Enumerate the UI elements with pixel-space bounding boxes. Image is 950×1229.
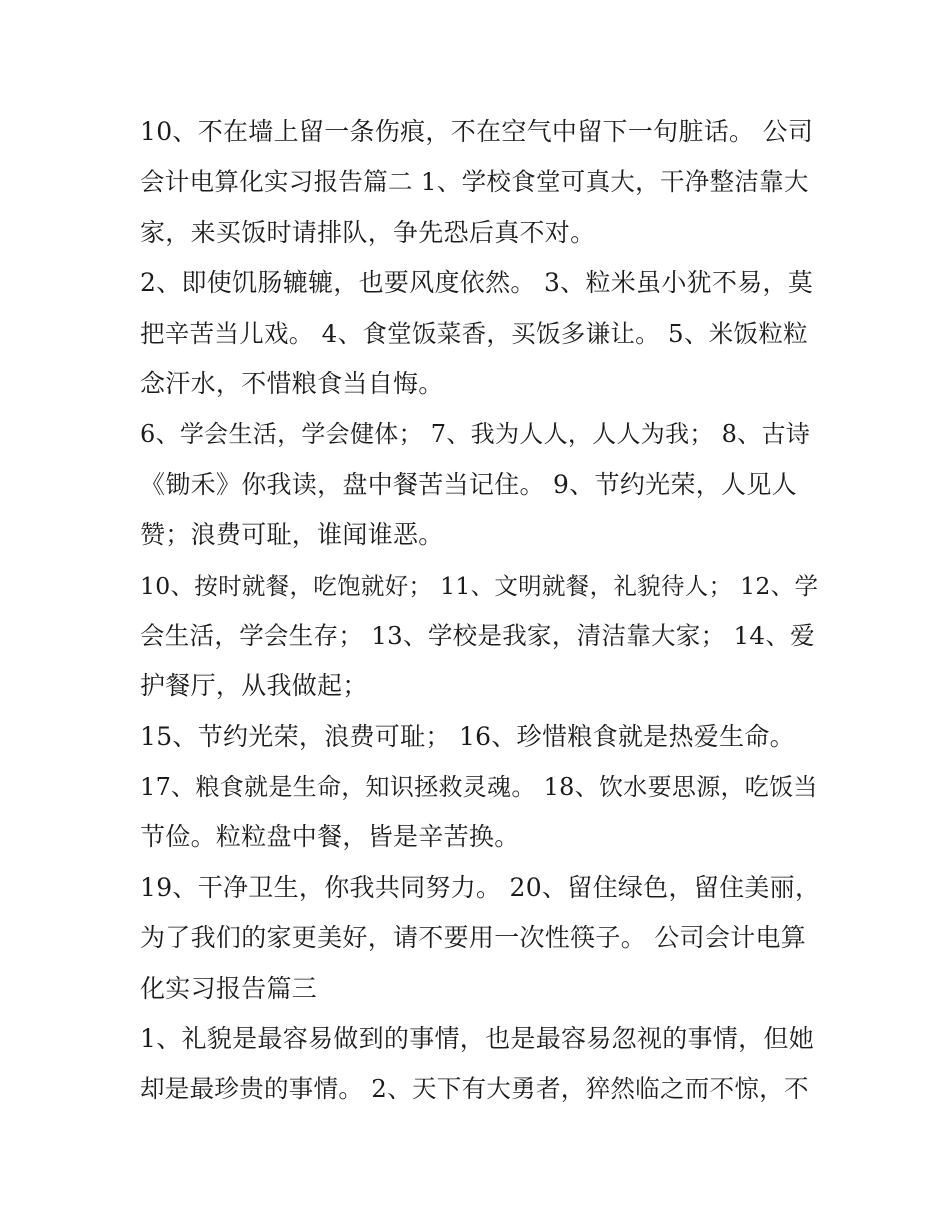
- text-line: 17、粮食就是生命，知识拯救灵魂。 18、饮水要思源，吃饭当: [140, 773, 818, 802]
- text-line: 19、干净卫生，你我共同努力。 20、留住绿色，留住美丽，: [140, 872, 821, 902]
- text-line: 10、按时就餐，吃饱就好； 11、文明就餐，礼貌待人； 12、学: [140, 571, 819, 600]
- text-line: 节俭。粒粒盘中餐，皆是辛苦换。: [140, 822, 520, 852]
- text-line: 化实习报告篇三: [140, 973, 318, 1003]
- text-line: 为了我们的家更美好，请不要用一次性筷子。 公司会计电算: [140, 923, 807, 953]
- text-line: 家，来买饭时请排队，争先恐后真不对。: [140, 217, 596, 247]
- text-line: 赞；浪费可耻，谁闻谁恶。: [140, 520, 444, 550]
- text-line: 会生活，学会生存； 13、学校是我家，清洁靠大家； 14、爱: [140, 620, 815, 650]
- text-line: 10、不在墙上留一条伤痕，不在空气中留下一句脏话。 公司: [140, 117, 814, 146]
- text-line: 1、礼貌是最容易做到的事情，也是最容易忽视的事情，但她: [140, 1024, 815, 1054]
- text-line: 护餐厅，从我做起；: [140, 671, 368, 701]
- text-line: 会计电算化实习报告篇二 1、学校食堂可真大，干净整洁靠大: [140, 167, 809, 197]
- text-line: 却是最珍贵的事情。 2、天下有大勇者，猝然临之而不惊，不: [140, 1074, 809, 1104]
- text-line: 15、节约光荣，浪费可耻； 16、珍惜粮食就是热爱生命。: [140, 721, 795, 751]
- text-line: 《锄禾》你我读，盘中餐苦当记住。 9、节约光荣，人见人: [140, 469, 797, 499]
- text-line: 把辛苦当儿戏。 4、食堂饭菜香，买饭多谦让。 5、米饭粒粒: [140, 318, 808, 348]
- text-line: 念汗水，不惜粮食当自悔。: [140, 368, 444, 398]
- text-line: 2、即使饥肠辘辘，也要风度依然。 3、粒米虽小犹不易，莫: [140, 268, 814, 298]
- document-body: [140, 107, 820, 1115]
- text-line: 6、学会生活，学会健体； 7、我为人人，人人为我； 8、古诗: [140, 420, 811, 449]
